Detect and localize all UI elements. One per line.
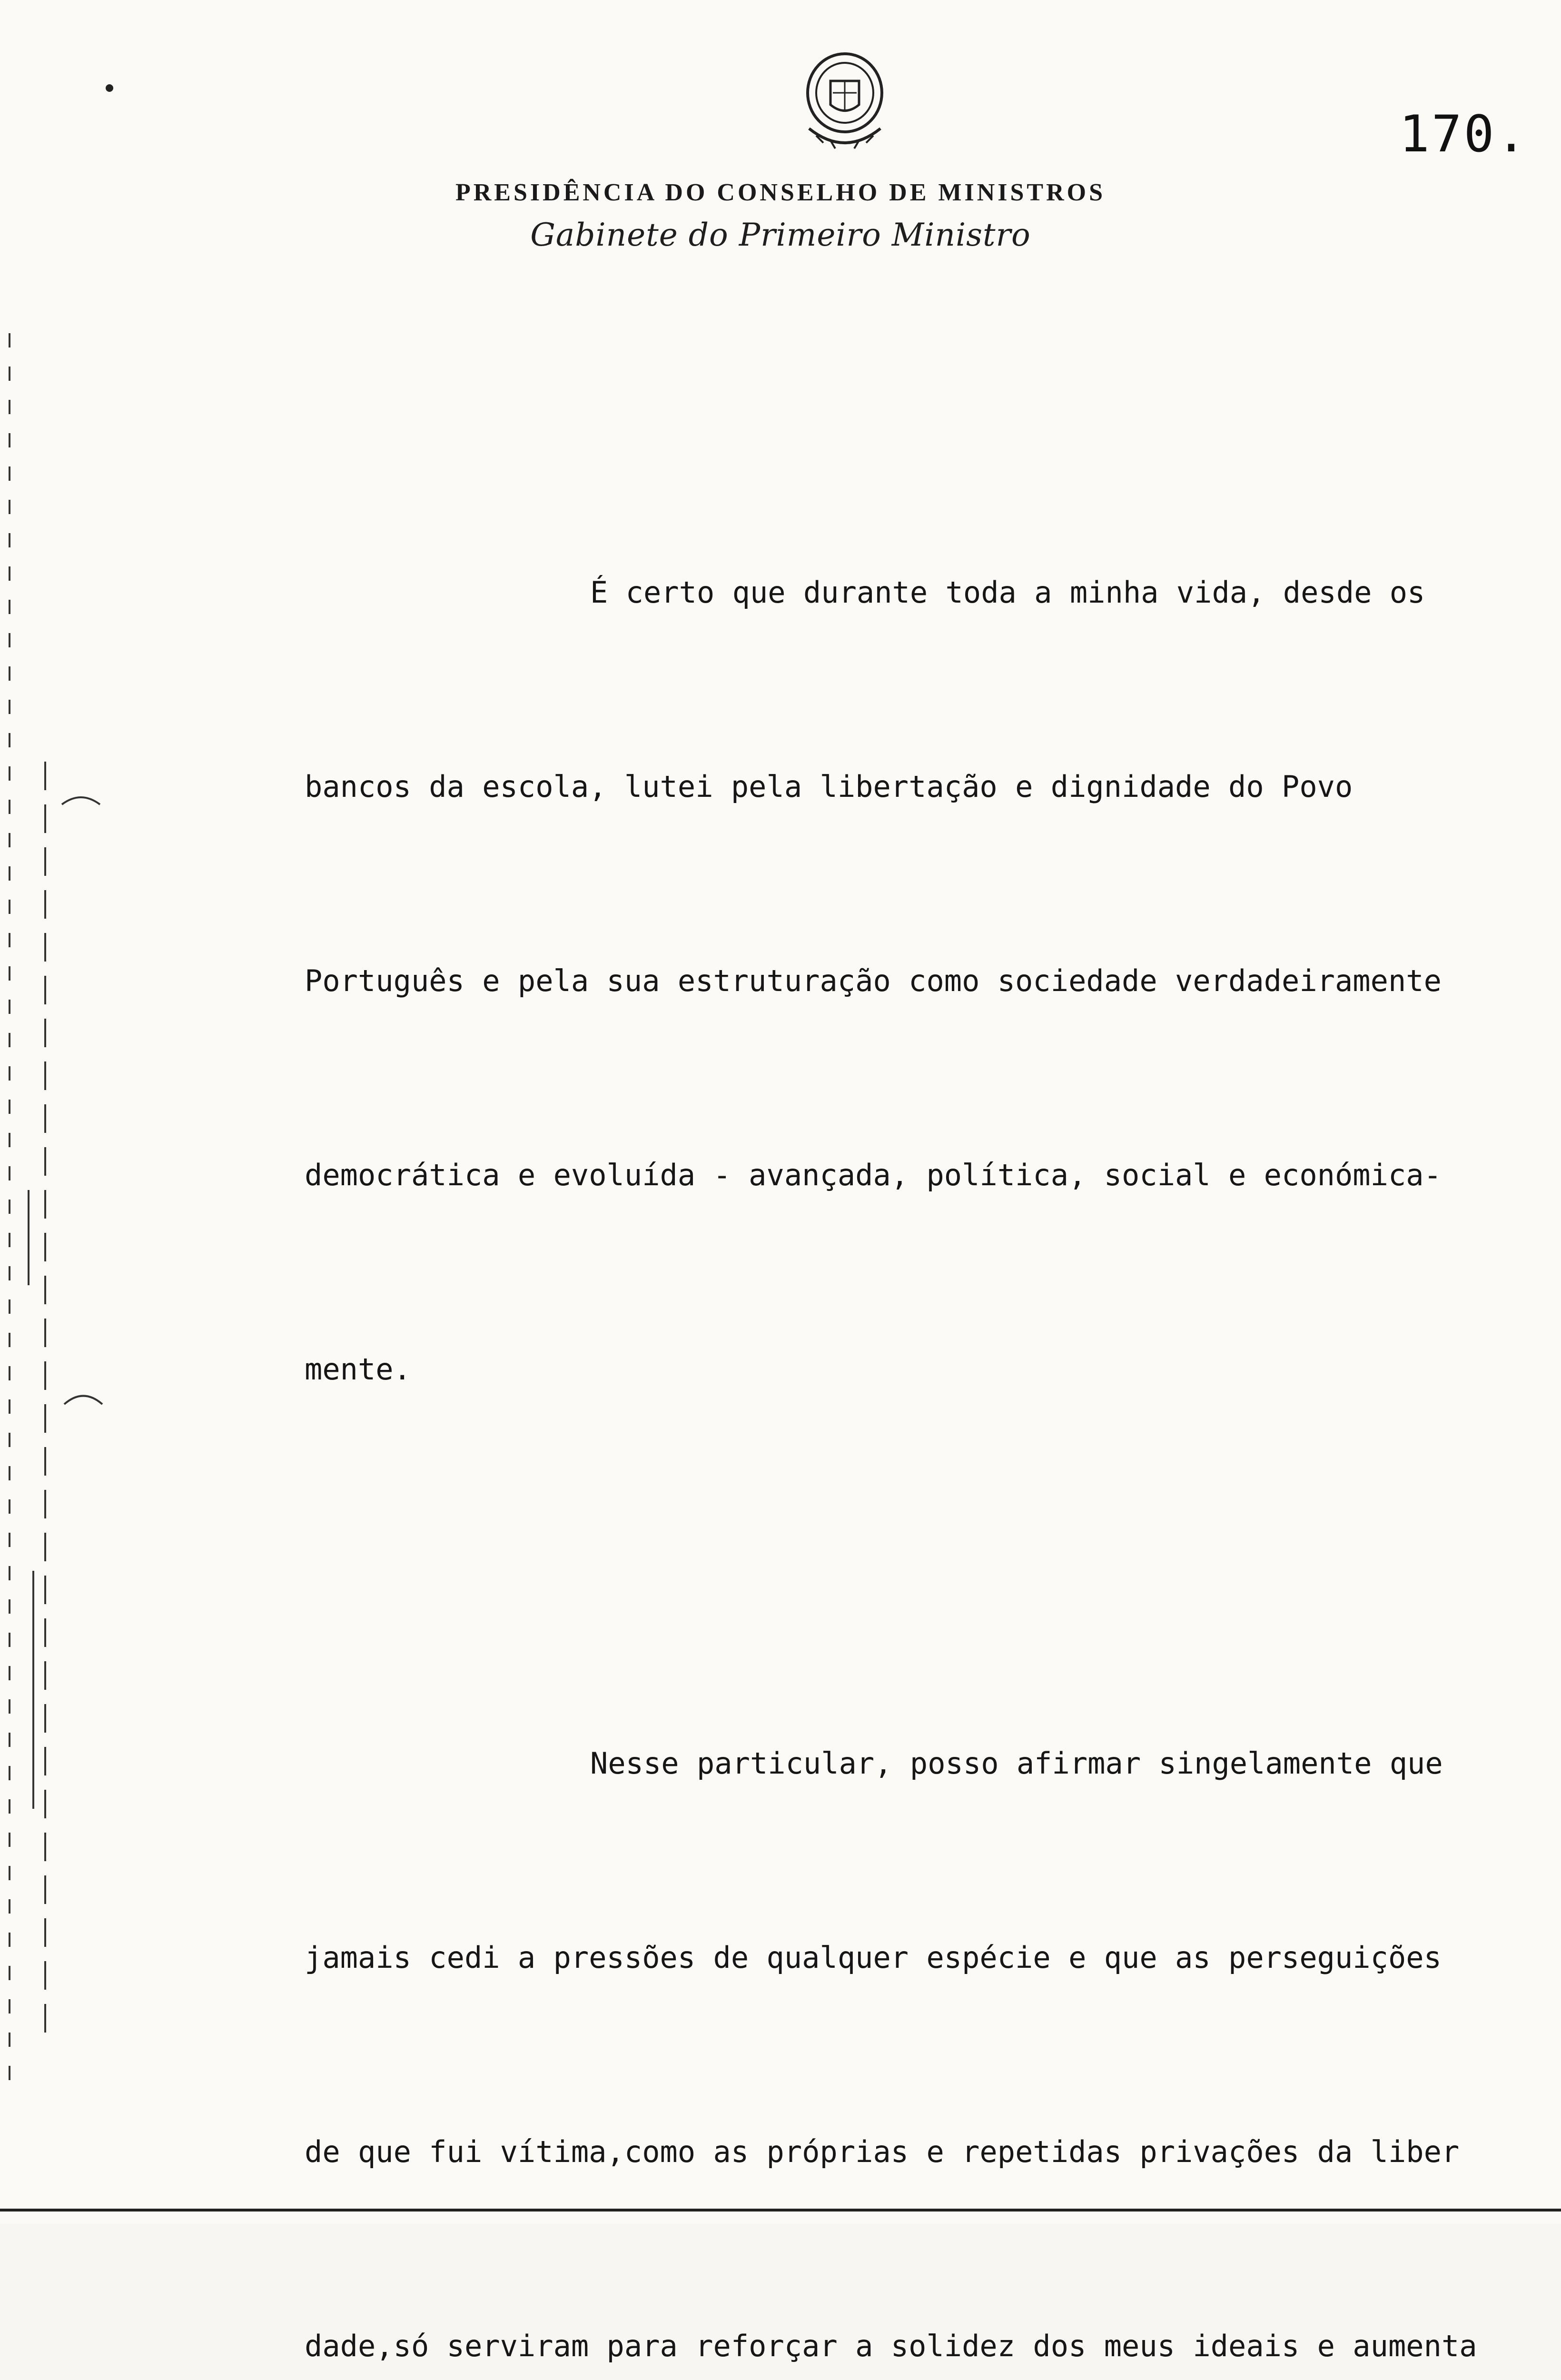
- page-number: 170.: [1399, 105, 1529, 163]
- text-line: jamais cedi a pressões de qualquer espécie e que as perseguições: [305, 1940, 1442, 1975]
- letter-body: [305, 431, 1532, 2380]
- text-line: mente.: [305, 1352, 411, 1387]
- text-line: Nesse particular, posso afirmar singelamente que: [590, 1746, 1443, 1781]
- coat-of-arms-icon: [795, 48, 895, 157]
- text-line: democrática e evoluída - avançada, política, social e económica-: [305, 1158, 1442, 1192]
- letterhead-subtitle: Gabinete do Primeiro Ministro: [530, 217, 1031, 253]
- margin-scan-marks: [0, 0, 124, 2224]
- bottom-edge-rule: [0, 2209, 1561, 2211]
- text-line: bancos da escola, lutei pela libertação e dignidade do Povo: [305, 769, 1353, 804]
- text-line: de que fui vítima,como as próprias e repetidas privações da liber: [305, 2134, 1460, 2169]
- paragraph: [305, 431, 1532, 1531]
- letterhead-title: PRESIDÊNCIA DO CONSELHO DE MINISTROS: [455, 179, 1106, 206]
- paragraph: [305, 1602, 1532, 2380]
- text-line: Português e pela sua estruturação como sociedade verdadeiramente: [305, 963, 1442, 998]
- text-line: dade,só serviram para reforçar a solidez dos meus ideais e aumenta: [305, 2329, 1477, 2363]
- text-line: É certo que durante toda a minha vida, desde os: [590, 575, 1425, 610]
